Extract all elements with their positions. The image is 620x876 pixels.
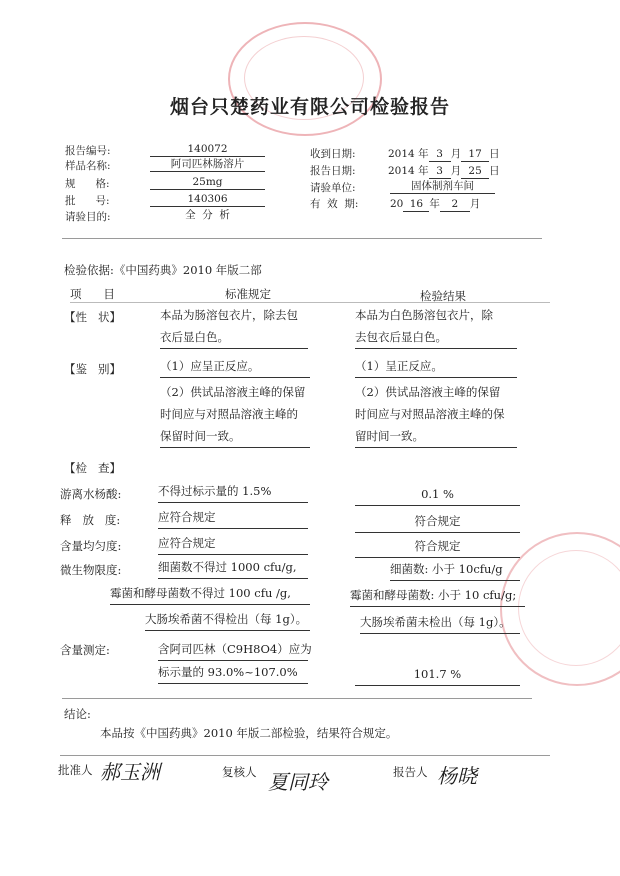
received-date: 2014 年 3 月 17 日 [388, 148, 500, 160]
conclusion-label: 结论: [64, 707, 91, 721]
character-result: 本品为白色肠溶包衣片，除 去包衣后显白色。 [355, 304, 517, 349]
microbial-standard-ecoli: 大肠埃希菌不得检出（每 1g）。 [145, 608, 310, 631]
reviewer-signature: 夏同玲 [268, 770, 328, 794]
release-result: 符合规定 [355, 510, 520, 533]
requesting-unit-label: 请验单位: [310, 182, 356, 194]
reporter-signature: 杨晓 [437, 764, 477, 788]
inspection-purpose: 全 分 析 [185, 209, 230, 221]
microbial-result-ecoli: 大肠埃希菌未检出（每 1g）。 [360, 611, 520, 634]
identification-1-standard: （1）应呈正反应。 [160, 355, 310, 378]
microbial-label: 微生物限度: [60, 563, 122, 577]
header-label-purpose: 请验目的: [65, 211, 111, 223]
uniformity-standard: 应符合规定 [158, 532, 308, 555]
conclusion-text: 本品按《中国药典》2010 年版二部检验，结果符合规定。 [100, 726, 398, 740]
microbial-result-fungi: 霉菌和酵母菌数: 小于 10 cfu/g; [350, 584, 525, 607]
batch-number: 140306 [150, 193, 265, 207]
identification-2-standard: （2）供试品溶液主峰的保留 时间应与对照品溶液主峰的 保留时间一致。 [160, 381, 310, 448]
received-date-label: 收到日期: [310, 148, 356, 160]
uniformity-label: 含量均匀度: [60, 539, 122, 553]
section-character: 【性 状】 [64, 310, 121, 324]
expiry-date: 20 16 年 2 月 [390, 198, 481, 210]
release-label: 释 放 度: [60, 513, 121, 527]
sample-name: 阿司匹林肠溶片 [150, 158, 265, 172]
microbial-standard-bacteria: 细菌数不得过 1000 cfu/g, [158, 556, 308, 579]
report-title: 烟台只楚药业有限公司检验报告 [169, 96, 450, 118]
microbial-result-bacteria: 细菌数: 小于 10cfu/g [390, 558, 520, 581]
salicylic-standard: 不得过标示量的 1.5% [158, 480, 308, 503]
report-date: 2014 年 3 月 25 日 [388, 165, 500, 177]
separator-top [62, 238, 542, 239]
column-item: 项 目 [70, 287, 115, 301]
separator-bottom [62, 698, 532, 699]
reporter-label: 报告人 [393, 765, 428, 779]
microbial-standard-fungi: 霉菌和酵母菌数不得过 100 cfu /g, [110, 582, 310, 605]
requesting-unit: 固体制剂车间 [390, 180, 495, 194]
separator-columns [70, 302, 550, 303]
salicylic-label: 游离水杨酸: [60, 487, 122, 501]
header-label-batch: 批 号: [65, 195, 110, 207]
specification: 25mg [150, 176, 265, 190]
assay-standard: 含阿司匹林（C9H8O4）应为 标示量的 93.0%~107.0% [158, 638, 308, 684]
identification-2-result: （2）供试品溶液主峰的保留 时间应与对照品溶液主峰的保 留时间一致。 [355, 381, 517, 448]
approver-signature: 郝玉洲 [100, 760, 160, 784]
column-standard: 标准规定 [225, 287, 271, 301]
approver-label: 批准人 [58, 763, 93, 777]
assay-result: 101.7 % [355, 663, 520, 686]
identification-1-result: （1）呈正反应。 [355, 355, 517, 378]
uniformity-result: 符合规定 [355, 535, 520, 558]
report-date-label: 报告日期: [310, 165, 356, 177]
header-label-report-no: 报告编号: [65, 145, 111, 157]
release-standard: 应符合规定 [158, 506, 308, 529]
inspection-basis: 检验依据:《中国药典》2010 年版二部 [64, 263, 262, 277]
salicylic-result: 0.1 % [355, 483, 520, 506]
character-standard: 本品为肠溶包衣片，除去包 衣后显白色。 [160, 304, 308, 349]
section-identification: 【鉴 别】 [64, 362, 121, 376]
expiry-label: 有 效 期: [310, 198, 359, 210]
reviewer-label: 复核人 [222, 765, 257, 779]
report-number: 140072 [150, 143, 265, 157]
header-label-spec: 规 格: [65, 178, 110, 190]
column-result: 检验结果 [420, 289, 466, 303]
header-label-sample: 样品名称: [65, 160, 111, 172]
section-check: 【检 查】 [64, 461, 121, 475]
assay-label: 含量测定: [60, 643, 110, 657]
